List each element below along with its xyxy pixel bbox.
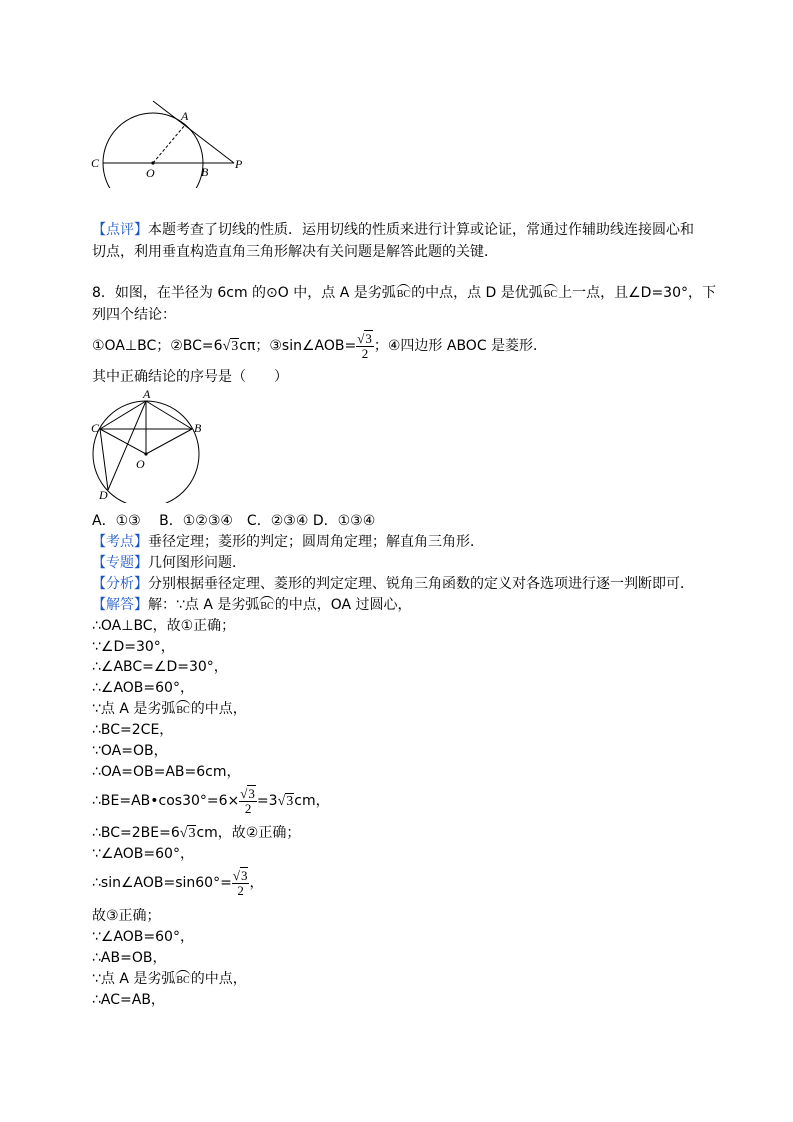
step-text: ∴BC=2CE， xyxy=(92,722,174,738)
radicand: 3 xyxy=(231,339,239,354)
conclusion-part: ①OA⊥BC；②BC=6 xyxy=(92,338,223,354)
jieda-line xyxy=(92,595,412,615)
question-stem-line-2 xyxy=(92,305,176,325)
fenxi-tag: 【分析】 xyxy=(92,576,148,592)
arc-bc: BC xyxy=(396,289,411,300)
radicand: 3 xyxy=(286,794,294,809)
denominator: 2 xyxy=(237,882,244,898)
step-text: 故③正确； xyxy=(92,908,161,924)
solution-step-17 xyxy=(92,990,165,1010)
step-text: ∴BC=2BE=6 xyxy=(92,825,180,841)
segment-ca xyxy=(100,401,146,429)
tangent-circle-figure xyxy=(88,98,258,188)
solution-step-15 xyxy=(92,948,166,968)
label-b: B xyxy=(194,421,202,435)
comment-line-2 xyxy=(92,242,498,262)
sqrt-3: √3 xyxy=(277,794,294,809)
label-a: A xyxy=(143,388,151,401)
zhuanti-text: 几何图形问题． xyxy=(148,555,246,571)
zhuanti-tag: 【专题】 xyxy=(92,555,148,571)
kaodian-line xyxy=(92,532,484,552)
question-stem-line-1 xyxy=(92,283,716,303)
step-text: ∴AC=AB， xyxy=(92,992,165,1008)
solution-step-8 xyxy=(92,762,241,782)
solution-step-5 xyxy=(92,699,247,719)
conclusion-part: ；④四边形 ABOC 是菱形． xyxy=(373,338,548,354)
radicand: 3 xyxy=(240,867,248,883)
solution-step-7 xyxy=(92,741,168,761)
solution-step-9 xyxy=(92,785,330,818)
segment-ab xyxy=(146,401,192,429)
step-text: ∴AB=OB， xyxy=(92,950,167,966)
stem-part: 8．如图，在半径为 6cm 的⊙O 中，点 A 是劣弧 xyxy=(92,285,396,301)
step-text: ∴BE=AB•cos30°=6× xyxy=(92,793,240,809)
step-text: =3 xyxy=(256,793,278,809)
step-text: ∴OA⊥BC，故①正确； xyxy=(92,618,236,634)
step-text: ∵∠AOB=60°， xyxy=(92,929,194,945)
stem-part: 其中正确结论的序号是（ ） xyxy=(92,369,288,385)
sqrt-3: √3 xyxy=(222,339,239,354)
fenxi-text: 分别根据垂径定理、菱形的判定定理、锐角三角函数的定义对各选项进行逐一判断即可． xyxy=(148,576,694,592)
segment-oa-dashed xyxy=(153,125,185,163)
radicand: 3 xyxy=(365,330,372,346)
step-text: ∴∠ABC=∠D=30°， xyxy=(92,659,228,675)
solution-step-1 xyxy=(92,616,235,636)
solution-step-3 xyxy=(92,657,228,677)
step-text: ∴∠AOB=60°， xyxy=(92,680,194,696)
label-o: O xyxy=(146,166,155,180)
comment-line-1 xyxy=(92,220,694,240)
segment-bo xyxy=(146,429,192,454)
point-o xyxy=(151,161,154,164)
step-text: cm， xyxy=(294,793,330,809)
jieda-tag: 【解答】 xyxy=(92,597,148,613)
label-c: C xyxy=(91,156,100,170)
tangent-line-pa xyxy=(153,101,234,163)
question-stem-line-3 xyxy=(92,367,288,387)
solution-step-14 xyxy=(92,927,194,947)
comment-text-1: 本题考查了切线的性质．运用切线的性质来进行计算或论证，常通过作辅助线连接圆心和 xyxy=(148,222,694,238)
conclusions-line xyxy=(92,331,547,362)
fraction-sqrt3-over-2: $\frac{√3}{2}$ xyxy=(357,330,372,361)
fenxi-line xyxy=(92,574,694,594)
step-text: ∵∠AOB=60°， xyxy=(92,846,194,862)
arc-bc: BC xyxy=(260,601,274,612)
comment-tag: 【点评】 xyxy=(92,222,148,238)
radicand: 3 xyxy=(188,826,196,841)
stem-part: 的中点，点 D 是优弧 xyxy=(411,285,543,301)
step-text: ∵∠D=30°， xyxy=(92,639,175,655)
step-text: ∵点 A 是劣弧 xyxy=(92,701,176,717)
jieda-text: 解：∵点 A 是劣弧 xyxy=(148,597,260,613)
step-text: ∴sin∠AOB=sin60°= xyxy=(92,875,232,891)
step-text: ， xyxy=(249,875,264,891)
kaodian-tag: 【考点】 xyxy=(92,534,148,550)
radicand: 3 xyxy=(248,785,255,801)
kaodian-text: 垂径定理；菱形的判定；圆周角定理；解直角三角形． xyxy=(148,534,484,550)
solution-step-4 xyxy=(92,678,194,698)
step-text: ∴OA=OB=AB=6cm， xyxy=(92,764,241,780)
step-text: cm，故②正确； xyxy=(196,825,301,841)
solution-step-11 xyxy=(92,844,194,864)
step-text: ∵点 A 是劣弧 xyxy=(92,971,176,987)
label-d: D xyxy=(99,488,108,502)
label-c: C xyxy=(91,421,100,435)
denominator: 2 xyxy=(244,800,252,816)
segment-da xyxy=(108,401,146,490)
solution-step-13 xyxy=(92,906,161,926)
solution-step-16 xyxy=(92,969,247,989)
zhuanti-line xyxy=(92,553,246,573)
answer-options xyxy=(92,511,375,531)
sqrt-3: √3 xyxy=(179,826,196,841)
solution-step-12 xyxy=(92,867,263,899)
arc-bc: BC xyxy=(176,975,190,986)
conclusion-part: cπ；③sin∠AOB= xyxy=(239,338,357,354)
inscribed-rhombus-figure xyxy=(90,388,210,503)
segment-co xyxy=(100,429,146,454)
label-o: O xyxy=(136,457,145,471)
options-text: A．①③ B．①②③④ C．②③④ D．①③④ xyxy=(92,513,376,529)
label-a: A xyxy=(181,109,189,123)
fraction-sqrt3-over-2: $\frac{√3}{2}$ xyxy=(232,867,248,898)
solution-step-2 xyxy=(92,637,175,657)
arc-bc: BC xyxy=(176,705,190,716)
solution-step-6 xyxy=(92,720,173,740)
point-o xyxy=(144,452,147,455)
label-b: B xyxy=(201,165,209,179)
stem-part: 列四个结论： xyxy=(92,307,176,323)
label-p: P xyxy=(235,157,243,171)
step-text: ∵OA=OB， xyxy=(92,743,168,759)
comment-text-2: 切点，利用垂直构造直角三角形解决有关问题是解答此题的关键． xyxy=(92,244,498,260)
jieda-text: 的中点，OA 过圆心， xyxy=(274,597,412,613)
arc-bc: BC xyxy=(543,289,558,300)
denominator: 2 xyxy=(361,345,369,361)
solution-step-10 xyxy=(92,823,300,844)
step-text: 的中点， xyxy=(190,701,247,717)
fraction-sqrt3-over-2: $\frac{√3}{2}$ xyxy=(240,785,255,816)
step-text: 的中点， xyxy=(190,971,247,987)
segment-dc xyxy=(100,429,108,490)
stem-part: 上一点，且∠D=30°，下 xyxy=(558,285,716,301)
